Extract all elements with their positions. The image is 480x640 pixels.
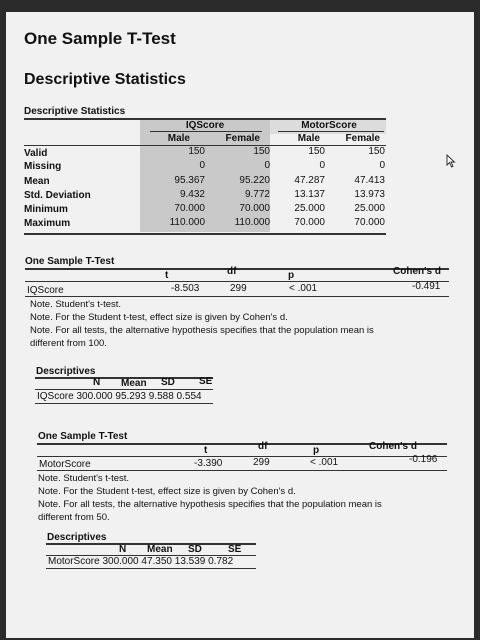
col-header-se: SE — [199, 376, 213, 387]
group-rule — [150, 131, 262, 132]
cell: 95.367 — [174, 175, 205, 186]
row-label: Missing — [24, 161, 62, 172]
table-caption: Descriptives — [47, 532, 107, 543]
table-bottom-rule — [25, 296, 449, 297]
cell-p: < .001 — [310, 457, 339, 468]
table-caption: Descriptives — [36, 366, 96, 377]
cell: 0 — [379, 160, 385, 171]
cell-cohens-d: -0.196 — [409, 454, 438, 465]
cell-t: -3.390 — [194, 458, 223, 469]
cell: 150 — [188, 146, 205, 157]
cell: 9.772 — [244, 189, 270, 200]
col-header: Female — [225, 133, 260, 144]
cell: 70.000 — [174, 203, 205, 214]
header-rule — [25, 281, 449, 282]
note: Note. For all tests, the alternative hypothesis specifies that the population mean is — [30, 325, 374, 336]
note: Note. Student's t-test. — [38, 473, 130, 484]
col-header: Male — [167, 133, 190, 144]
col-header-mean: Mean — [121, 378, 147, 389]
table-bottom-rule — [24, 233, 386, 235]
table-caption: One Sample T-Test — [25, 256, 115, 267]
note: Note. For the Student t-test, effect size is given by Cohen's d. — [38, 486, 296, 497]
row-label: MotorScore — [39, 459, 91, 470]
col-header-df: df — [258, 441, 268, 452]
descriptives-row: MotorScore 300.000 47.350 13.539 0.782 — [48, 556, 234, 567]
cell-cohens-d: -0.491 — [412, 281, 441, 292]
row-label: IQScore — [27, 285, 64, 296]
cell-t: -8.503 — [171, 283, 200, 294]
mouse-pointer-icon — [446, 154, 456, 168]
page-title: One Sample T-Test — [24, 29, 176, 48]
row-label: Maximum — [24, 218, 71, 229]
row-label: Valid — [24, 148, 48, 159]
col-header: Male — [297, 133, 320, 144]
col-header-n: N — [119, 544, 127, 555]
group-rule — [278, 131, 384, 132]
col-header-sd: SD — [161, 377, 175, 388]
cell: 70.000 — [294, 217, 325, 228]
cell: 13.973 — [354, 189, 385, 200]
cell: 150 — [308, 146, 325, 157]
cell: 150 — [368, 146, 385, 157]
col-header-mean: Mean — [147, 544, 173, 555]
descriptive-heading: Descriptive Statistics — [24, 71, 186, 88]
cell: 110.000 — [169, 217, 205, 228]
row-label: Std. Deviation — [24, 190, 91, 201]
col-header-sd: SD — [188, 544, 202, 555]
col-header-t: t — [165, 270, 169, 281]
col-header-p: p — [288, 270, 295, 281]
cell-df: 299 — [230, 283, 247, 294]
header-rule — [37, 456, 447, 457]
note: Note. For all tests, the alternative hypothesis specifies that the population mean is — [38, 499, 382, 510]
cell: 95.220 — [239, 175, 270, 186]
cell: 47.287 — [294, 175, 325, 186]
table-bottom-rule — [37, 470, 447, 471]
note: Note. For the Student t-test, effect size is given by Cohen's d. — [30, 312, 288, 323]
cell: 0 — [199, 160, 205, 171]
row-label: Minimum — [24, 204, 68, 215]
cell: 110.000 — [234, 217, 270, 228]
col-header-n: N — [93, 377, 101, 388]
header-rule — [35, 389, 213, 390]
col-header-se: SE — [228, 544, 242, 555]
cell: 9.432 — [179, 189, 205, 200]
cell: 0 — [264, 160, 270, 171]
col-header-cohens-d: Cohen's d — [369, 441, 417, 452]
descriptives-row: IQScore 300.000 95.293 9.588 0.554 — [37, 391, 202, 402]
row-label: Mean — [24, 176, 50, 187]
table-caption: One Sample T-Test — [38, 431, 128, 442]
cell: 70.000 — [354, 217, 385, 228]
note: Note. Student's t-test. — [30, 299, 122, 310]
cell-p: < .001 — [289, 283, 318, 294]
cell: 70.000 — [239, 203, 270, 214]
cell: 150 — [253, 146, 270, 157]
col-header-t: t — [204, 445, 208, 456]
note: different from 100. — [30, 338, 107, 349]
cell-df: 299 — [253, 457, 270, 468]
col-header-p: p — [313, 445, 320, 456]
cell: 25.000 — [294, 203, 325, 214]
col-header: Female — [345, 133, 380, 144]
table-caption: Descriptive Statistics — [24, 106, 126, 117]
col-header-cohens-d: Cohen's d — [393, 266, 441, 277]
cell: 25.000 — [354, 203, 385, 214]
cell: 13.137 — [294, 189, 325, 200]
note: different from 50. — [38, 512, 110, 523]
cell: 47.413 — [354, 175, 385, 186]
group-header-motor: MotorScore — [301, 120, 357, 131]
table-top-rule — [25, 268, 449, 270]
cell: 0 — [319, 160, 325, 171]
col-header-df: df — [227, 266, 237, 277]
table-bottom-rule — [46, 568, 256, 569]
group-header-iq: IQScore — [185, 120, 225, 131]
table-bottom-rule — [35, 403, 213, 404]
